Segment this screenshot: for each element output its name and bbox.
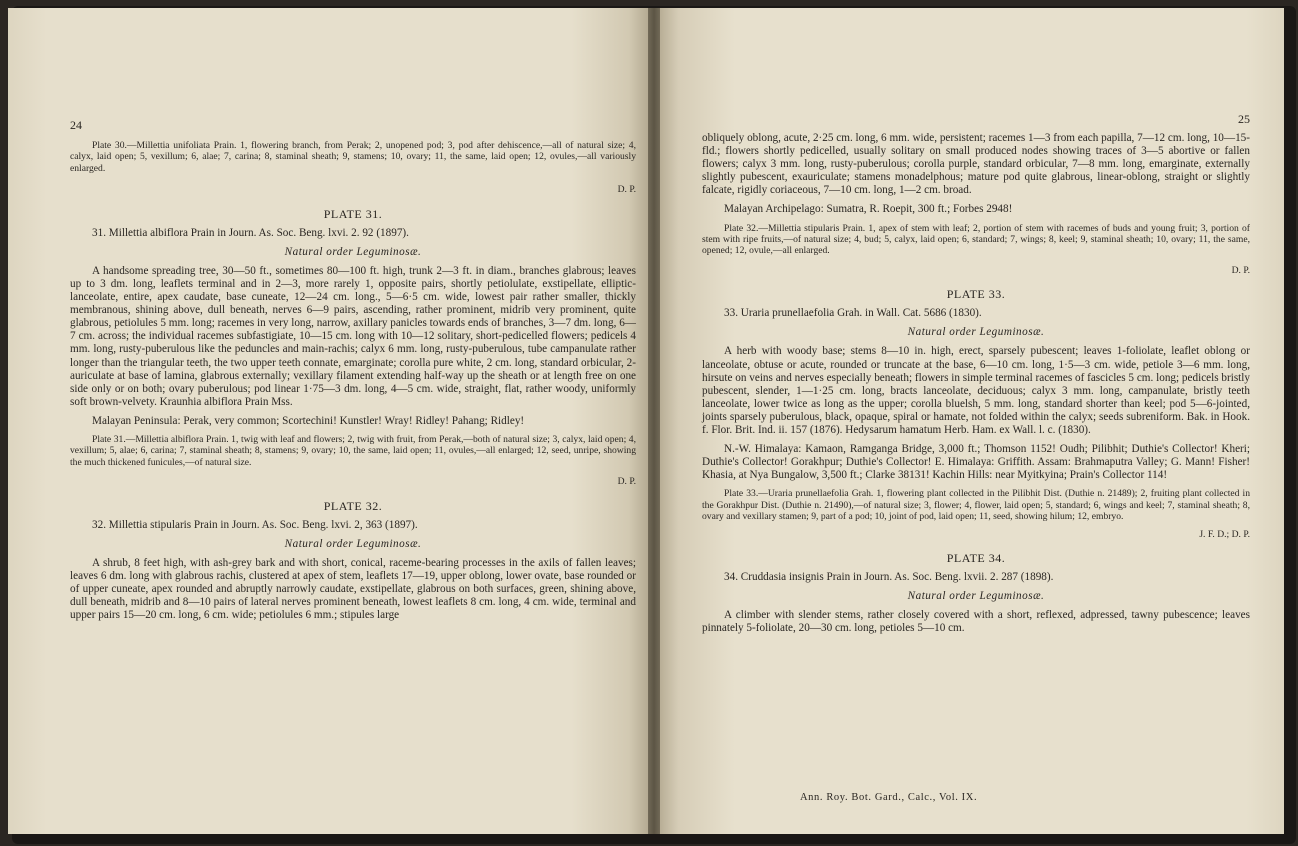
page-number-left: 24 (70, 118, 82, 132)
species-31-description: A handsome spreading tree, 30—50 ft., sometimes 80—100 ft. high, trunk 2—3 ft. in diam., branches glabrous; leaves up to 3 dm. long, leaflets terminal and in 2—3, more rarely 1, opposite pairs, shortly petiolulate, exstipellate, elliptic-lanceolate, entire, apex caudate, base cuneate, 12—24 cm. long., 5—6·5 cm. wide, lowest pair rather smaller, thickly membranous, shining above, dull beneath, nerves 6—9 pairs, ascending, rather prominent, midrib very prominent, quite glabrous, petiolules 5 mm. long; racemes in very long, narrow, axillary panicles towards ends of branches, 3—7 dm. long, 6—7 cm. across; the individual racemes subfastigiate, 10—15 cm. long with 10—12 solitary, short-pedicelled flowers; pedicels 4 mm. long, rusty-puberulous like the peduncles and main-rachis; calyx 6 mm. long, rusty-puberulous, tube campanulate rather longer than the triangular teeth, the two upper teeth connate, emarginate; corolla pure white, 2 cm. long, standard orbicular, 2-auriculate at base of lamina, glabrous externally; vexillary filament extending half-way up the sheath or at length free on one side only or on both; ovary puberulous; pod linear 1·75—3 dm. long, 4—5 cm. wide, straight, flat, rather woody, uniformly soft brown-velvety. Kraunhia albiflora Prain Mss. (70, 264, 636, 408)
plate-33-heading: PLATE 33. (946, 287, 1006, 302)
species-34-title: 34. Cruddasia insignis Prain in Journ. As. Soc. Beng. lxvii. 2. 287 (1898). (724, 571, 1054, 584)
right-page-text (702, 132, 1250, 636)
species-31-title: 31. Millettia albiflora Prain in Journ. As. Soc. Beng. lxvi. 2. 92 (1897). (92, 226, 409, 239)
journal-footer: Ann. Roy. Bot. Gard., Calc., Vol. IX. (800, 792, 978, 803)
signature-d-p-2: D. P. (617, 476, 636, 488)
natural-order-32: Natural order Leguminosæ. (284, 537, 422, 550)
natural-order-33: Natural order Leguminosæ. (907, 326, 1045, 339)
left-page-text (70, 140, 636, 622)
signature-jfd-dp: J. F. D.; D. P. (1199, 528, 1250, 540)
species-33-title: 33. Uraria prunellaefolia Grah. in Wall. Cat. 5686 (1830). (724, 307, 982, 320)
plate-32-heading: PLATE 32. (323, 498, 383, 513)
natural-order-31: Natural order Leguminosæ. (284, 245, 422, 258)
plate-31-heading: PLATE 31. (323, 206, 383, 221)
species-33-localities: N.-W. Himalaya: Kamaon, Ramganga Bridge, 3,000 ft.; Thomson 1152! Oudh; Pilibhit; Duthie's Collector! Kheri; Duthie's Collector! Gorakhpur; Duthie's Collector! E. Himalaya: Griffith. Assam: Brahmaputra Valley; G. Mann! Fisher! Khasia, at Nya Bungalow, 3,500 ft.; Clarke 38131! Kachin Hills: near Myitkyina; Prain's Collector 114! (702, 443, 1250, 482)
species-32-localities: Malayan Archipelago: Sumatra, R. Roepit, 300 ft.; Forbes 2948! (724, 203, 1013, 216)
signature-d-p-3: D. P. (1231, 264, 1250, 276)
page-number-right: 25 (1238, 112, 1250, 126)
natural-order-34: Natural order Leguminosæ. (907, 590, 1045, 603)
plate-32-caption: Plate 32.—Millettia stipularis Prain. 1, apex of stem with leaf; 2, portion of stem with racemes of buds and young fruit; 3, portion of stem with ripe fruits,—of natural size; 4, bud; 5, calyx, laid open; 6, standard; 7, wings; 8, keel; 9, staminal sheath; 10, ovary; 11, the same, opened; 12, ovule,—all enlarged. (702, 222, 1250, 257)
plate-31-caption: Plate 31.—Millettia albiflora Prain. 1, twig with leaf and flowers; 2, twig with fruit, from Perak,—both of natural size; 3, calyx, laid open; 4, vexillum; 5, alae; 6, carina; 7, staminal sheath; 8, stamens; 9, ovary; 10, the same, laid open; 11, ovules,—all enlarged; 12, seed, unripe, showing the much thickened funicules,—of natural size. (70, 434, 636, 468)
plate-30-caption: Plate 30.—Millettia unifoliata Prain. 1, flowering branch, from Perak; 2, unopened pod; 3, pod after dehiscence,—all of natural size; 4, calyx, laid open; 5, vexillum; 6, alae; 7, carina; 8, staminal sheath; 9, stamens; 10, ovary; 11, the same, laid open; 12, ovules,—all variously enlarged. (70, 140, 636, 174)
signature-d-p: D. P. (617, 184, 636, 196)
species-32-title: 32. Millettia stipularis Prain in Journ. As. Soc. Beng. lxvi. 2, 363 (1897). (92, 518, 418, 531)
plate-34-heading: PLATE 34. (946, 551, 1006, 566)
right-page (660, 8, 1284, 834)
species-32-description-cont: obliquely oblong, acute, 2·25 cm. long, 6 mm. wide, persistent; racemes 1—3 from each papilla, 7—12 cm. long, 10—15-fld.; flowers shortly pedicelled, usually solitary on small produced nodes showing traces of 3—5 abortive or fallen flowers; calyx 3 mm. long, rusty-puberulous; corolla purple, standard orbicular, 7—8 mm. long, emarginate, externally slightly pubescent, exauriculate; stamens monadelphous; mature pod quite glabrous, linear-oblong, straight or slightly falcate, rigidly coriaceous, 7—10 cm. long, 1—2 cm. broad. (702, 132, 1250, 197)
species-31-localities: Malayan Peninsula: Perak, very common; Scortechini! Kunstler! Wray! Ridley! Pahang; Ridley! (92, 414, 525, 427)
plate-33-caption: Plate 33.—Uraria prunellaefolia Grah. 1, flowering plant collected in the Pilibhit Dist. (Duthie n. 21489); 2, fruiting plant collected in the Gorakhpur Dist. (Duthie n. 21490),—of natural size; 3, flower; 4, flower, laid open; 5, standard; 6, wings and keel; 7, staminal sheath; 8, ovary and vexillary stamen; 9, part of a pod; 10, joint of pod, laid open; 11, seed, showing hilum; 12, embryo. (702, 488, 1250, 523)
species-34-description: A climber with slender stems, rather closely covered with a short, reflexed, adpressed, tawny pubescence; leaves pinnately 5-foliolate, 20—30 cm. long, petioles 5—10 cm. (702, 609, 1250, 635)
species-32-description: A shrub, 8 feet high, with ash-grey bark and with short, conical, raceme-bearing processes in the axils of fallen leaves; leaves 6 dm. long with glabrous rachis, clustered at apex of stem, leaflets 17—19, upper oblong, lower ovate, base rounded or of upper cuneate, apex rounded and abruptly narrowly caudate, exstipellate, glabrous on both surfaces, green, shining above, dull beneath, midrib and 8—10 pairs of lateral nerves prominent beneath, lowest leaflets 8 cm. long, 4 cm. wide, terminal and upper pairs 15—20 cm. long, 6 cm. wide; petiolules 6 mm.; stipules large (70, 556, 636, 622)
species-33-description: A herb with woody base; stems 8—10 in. high, erect, sparsely pubescent; leaves 1-foliolate, leaflet oblong or lanceolate, obtuse or acute, rounded or truncate at the base, 6—10 cm. long, 1·5—3 cm. wide, petiole 3—6 mm. long, hirsute on veins and nerves especially beneath; flowers in simple terminal racemes of fascicles 5 cm. long; pedicels bristly pubescent, slender, 1—1·25 cm. long, bracts lanceolate, deciduous; calyx 3 mm. long, campanulate, bristly teeth lanceolate, lower twice as long as the upper; corolla bluelsh, 5 mm. long, standard shorter than keel; pod 5—6-jointed, joints sparsely puberulous, black, opaque, spiral or hamate, not folded within the calyx; seeds subreniform. Bak. in Hook. f. Flor. Brit. Ind. ii. 157 (1876). Hedysarum hamatum Herb. Ham. ex Wall. l. c. (1830). (702, 345, 1250, 437)
left-page (8, 8, 648, 834)
